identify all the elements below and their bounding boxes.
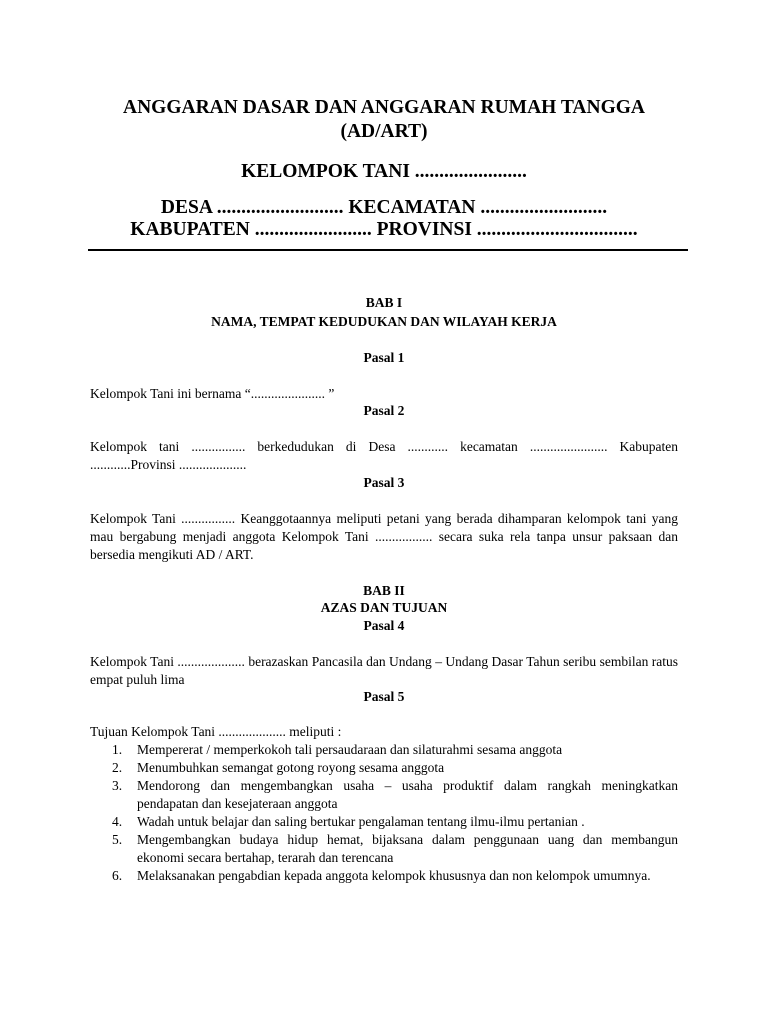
list-item-number: 4.	[112, 814, 123, 829]
list-item-text: Mengembangkan budaya hidup hemat, bijaksana dalam penggunaan uang dan membangun ekonomi secara bertahap, terarah dan terencana	[137, 832, 678, 865]
list-item-text: Mempererat / memperkokoh tali persaudaraan dan silaturahmi sesama anggota	[137, 742, 563, 757]
list-item-number: 2.	[112, 760, 123, 775]
document-title-line2: (AD/ART)	[340, 121, 428, 142]
document-title-line1: ANGGARAN DASAR DAN ANGGARAN RUMAH TANGGA	[123, 97, 645, 118]
list-item-text: Wadah untuk belajar dan saling bertukar pengalaman tentang ilmu-ilmu pertanian .	[137, 814, 585, 829]
pasal3-text: Kelompok Tani ................ Keanggotaannya meliputi petani yang berada dihamparan kelompok tani yang mau bergabung menjadi anggota Kelompok Tani ................. secara suka rela tanpa unsur paksaan dan bersedia mengikuti AD / ART.	[90, 511, 678, 562]
pasal2-label: Pasal 2	[363, 403, 405, 418]
list-item-number: 1.	[112, 742, 123, 757]
pasal5-label: Pasal 5	[363, 689, 405, 704]
pasal1-text: Kelompok Tani ini bernama “...................... ”	[90, 386, 335, 401]
pasal4-text: Kelompok Tani .................... berazaskan Pancasila dan Undang – Undang Dasar Tahun seribu sembilan ratus empat puluh lima	[90, 654, 678, 687]
bab2-title: AZAS DAN TUJUAN	[320, 600, 448, 615]
list-item-number: 3.	[112, 778, 123, 793]
pasal3-label: Pasal 3	[363, 475, 405, 490]
list-item-number: 5.	[112, 832, 123, 847]
pasal5-intro: Tujuan Kelompok Tani .................... meliputi :	[90, 724, 342, 739]
location-line-2: KABUPATEN ........................ PROVINSI .................................	[130, 219, 638, 240]
location-line-1: DESA .......................... KECAMATAN ..........................	[160, 197, 608, 218]
bab1-label: BAB I	[365, 295, 403, 310]
pasal1-label: Pasal 1	[363, 350, 405, 365]
list-item-text: Menumbuhkan semangat gotong royong sesama anggota	[137, 760, 445, 775]
list-item-text: Mendorong dan mengembangkan usaha – usaha produktif dalam rangkah meningkatkan pendapatan dan kesejateraan anggota	[137, 778, 678, 811]
header-divider	[88, 249, 688, 251]
pasal4-label: Pasal 4	[363, 618, 405, 633]
list-item-text: Melaksanakan pengabdian kepada anggota kelompok khususnya dan non kelompok umumnya.	[137, 868, 651, 883]
bab2-label: BAB II	[363, 583, 405, 598]
list-item-number: 6.	[112, 868, 123, 883]
group-name-line: KELOMPOK TANI .......................	[241, 161, 527, 182]
bab1-title: NAMA, TEMPAT KEDUDUKAN DAN WILAYAH KERJA	[211, 314, 557, 329]
pasal2-text: Kelompok tani ................ berkedudukan di Desa ............ kecamatan ....................... Kabupaten ............Provinsi ....................	[90, 439, 678, 472]
